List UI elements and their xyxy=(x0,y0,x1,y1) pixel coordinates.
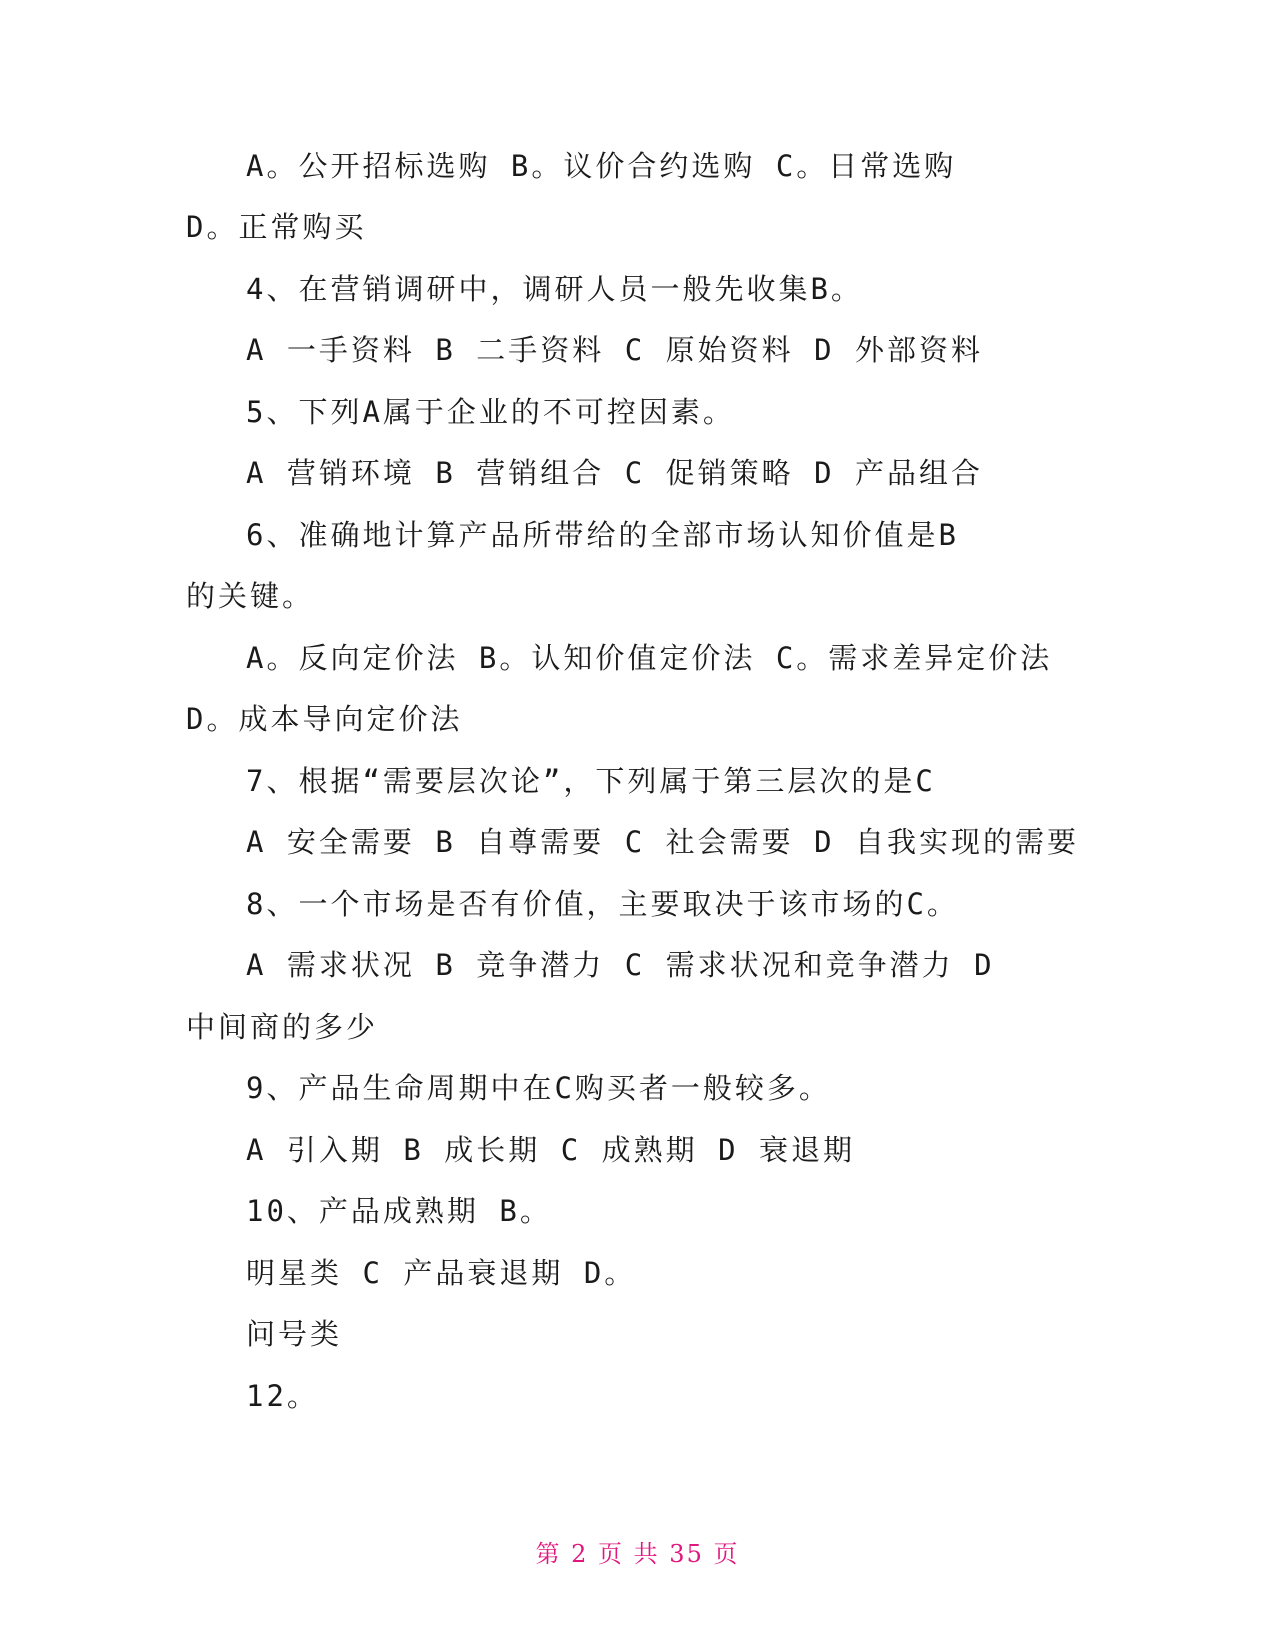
text-line-13: 8、一个市场是否有价值，主要取决于该市场的C。 xyxy=(246,887,959,921)
text-line-3: 4、在营销调研中，调研人员一般先收集B。 xyxy=(246,272,863,306)
text-line-17: A 引入期 B 成长期 C 成熟期 D 衰退期 xyxy=(246,1133,856,1167)
text-line-15: 中间商的多少 xyxy=(186,1010,379,1044)
text-line-8: 的关键。 xyxy=(186,579,315,613)
text-line-14: A 需求状况 B 竞争潜力 C 需求状况和竞争潜力 D xyxy=(246,948,995,982)
text-line-5: 5、下列A属于企业的不可控因素。 xyxy=(246,395,735,429)
page-number-footer: 第 2 页 共 35 页 xyxy=(535,1540,740,1568)
text-line-6: A 营销环境 B 营销组合 C 促销策略 D 产品组合 xyxy=(246,456,984,490)
text-line-2: D。正常购买 xyxy=(186,210,367,244)
text-line-18: 10、产品成熟期 B。 xyxy=(246,1194,552,1228)
text-line-4: A 一手资料 B 二手资料 C 原始资料 D 外部资料 xyxy=(246,333,984,367)
text-line-20: 问号类 xyxy=(246,1317,343,1351)
text-line-10: D。成本导向定价法 xyxy=(186,702,463,736)
text-line-19: 明星类 C 产品衰退期 D。 xyxy=(246,1256,637,1290)
text-line-11: 7、根据“需要层次论”，下列属于第三层次的是C xyxy=(246,764,936,798)
text-line-9: A。反向定价法 B。认知价值定价法 C。需求差异定价法 xyxy=(246,641,1053,675)
text-line-12: A 安全需要 B 自尊需要 C 社会需要 D 自我实现的需要 xyxy=(246,825,1080,859)
text-line-21: 12。 xyxy=(246,1379,319,1413)
text-line-7: 6、准确地计算产品所带给的全部市场认知价值是B xyxy=(246,518,959,552)
text-line-16: 9、产品生命周期中在C购买者一般较多。 xyxy=(246,1071,831,1105)
text-line-1: A。公开招标选购 B。议价合约选购 C。日常选购 xyxy=(246,149,957,183)
